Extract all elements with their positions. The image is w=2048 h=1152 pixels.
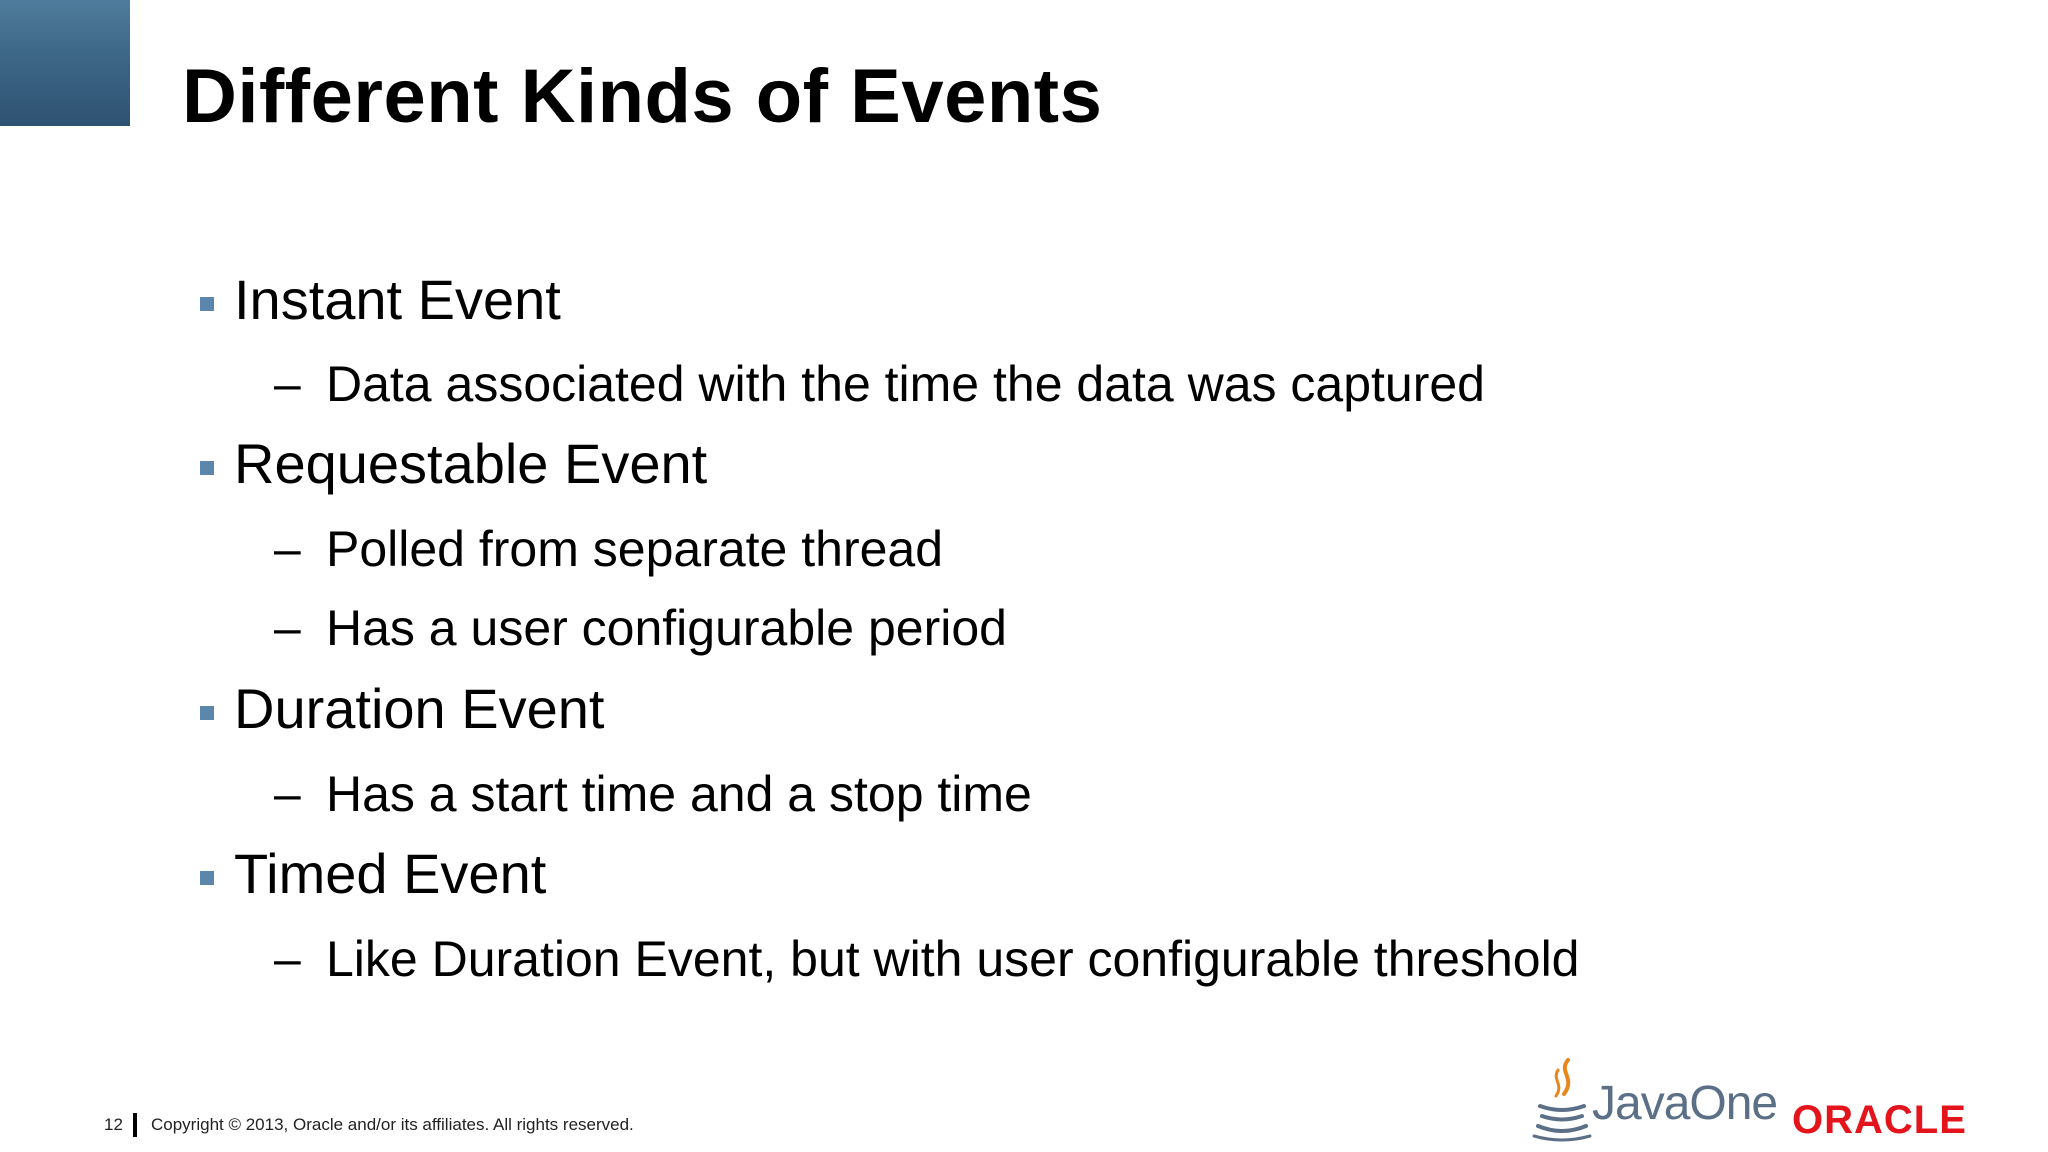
- square-bullet-icon: [200, 871, 214, 885]
- slide-title: Different Kinds of Events: [182, 54, 1103, 139]
- bullet-text: Duration Event: [234, 677, 605, 740]
- sub-bullet-text: Has a start time and a stop time: [326, 766, 1032, 822]
- square-bullet-icon: [200, 297, 214, 311]
- square-bullet-icon: [200, 461, 214, 475]
- dash-bullet-icon: –: [274, 523, 301, 576]
- sub-bullet-text: Has a user configurable period: [326, 600, 1007, 656]
- oracle-logo: ORACLE: [1792, 1098, 1967, 1142]
- bullet-text: Instant Event: [234, 268, 561, 331]
- dash-bullet-icon: –: [274, 933, 301, 986]
- footer-divider: [133, 1113, 137, 1137]
- bullet-text: Timed Event: [234, 842, 547, 905]
- java-cup-icon: [1528, 1056, 1592, 1144]
- sub-bullet-text: Like Duration Event, but with user configurable threshold: [326, 931, 1580, 987]
- sub-bullet-text: Polled from separate thread: [326, 521, 944, 577]
- javaone-wordmark: JavaOne: [1592, 1077, 1778, 1130]
- javaone-logo: [1528, 1056, 1778, 1144]
- page-number: 12: [104, 1115, 123, 1134]
- dash-bullet-icon: –: [274, 768, 301, 821]
- copyright-notice: Copyright © 2013, Oracle and/or its affiliates. All rights reserved.: [151, 1115, 634, 1134]
- dash-bullet-icon: –: [274, 602, 301, 655]
- square-bullet-icon: [200, 706, 214, 720]
- sub-bullet-text: Data associated with the time the data was captured: [326, 356, 1485, 412]
- dash-bullet-icon: –: [274, 358, 301, 411]
- bullet-text: Requestable Event: [234, 432, 708, 495]
